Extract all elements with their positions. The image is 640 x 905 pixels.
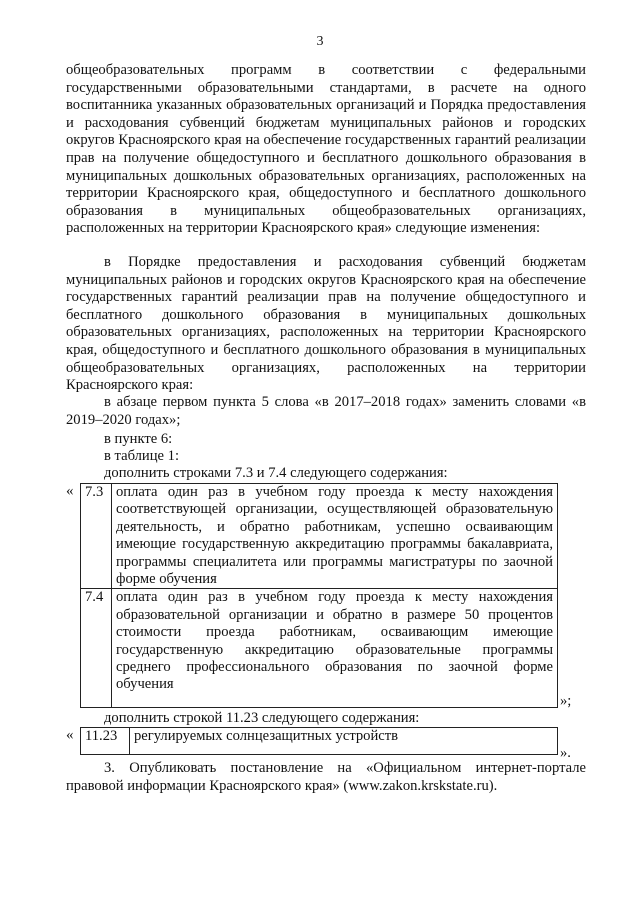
quote-close-1: »; bbox=[560, 693, 572, 709]
row-number: 7.4 bbox=[81, 589, 112, 708]
rows-table bbox=[80, 483, 558, 708]
table-1-line: в таблице 1: bbox=[104, 448, 180, 464]
intro-paragraph: общеобразовательных программ в соответствии с федеральными государственными образовательными стандартами, в расчете на одного воспитанника указанных образовательных организаций и Порядка предоставления и расходования субвенций бюджетам муниципальных районов и городских округов Красноярского края на обеспечение государственных гарантий реализации прав на получение общедоступного и бесплатного дошкольного образования в муниципальных дошкольных образовательных организациях, расположенных на территории Красноярского края, общедоступного и бесплатного дошкольного образования в муниципальных общеобразовательных организациях, расположенных на территории Красноярского края» следующие изменения: bbox=[66, 62, 586, 237]
row-number: 7.3 bbox=[81, 484, 112, 589]
page-number: 3 bbox=[316, 34, 324, 49]
point-6-line: в пункте 6: bbox=[104, 431, 173, 447]
add-rows-line: дополнить строками 7.3 и 7.4 следующего содержания: bbox=[104, 465, 448, 481]
table-row bbox=[81, 589, 558, 708]
row-text: оплата один раз в учебном году проезда к месту нахождения образовательной организации и обратно в размере 50 процентов стоимости проезда работникам, осваивающим имеющие государственную аккредитацию образовательные программы среднего профессионального образования по заочной форме обучения bbox=[112, 589, 558, 708]
row-text: регулируемых солнцезащитных устройств bbox=[130, 728, 558, 755]
quote-open-1: « bbox=[66, 483, 74, 499]
row-text: оплата один раз в учебном году проезда к месту нахождения соответствующей организации, осуществляющей образовательную деятельность, и обратно работникам, успешно осваивающим имеющие государственную аккредитацию программы бакалавриата, программы специалитета или программы магистратуры по заочной форме обучения bbox=[112, 484, 558, 589]
third-paragraph: в абзаце первом пункта 5 слова «в 2017–2018 годах» заменить словами «в 2019–2020 годах»; bbox=[66, 394, 586, 428]
quote-close-2: ». bbox=[560, 745, 571, 761]
table-row bbox=[81, 728, 558, 755]
add-row-11-line: дополнить строкой 11.23 следующего содержания: bbox=[104, 710, 420, 726]
table-row bbox=[81, 484, 558, 589]
row-number: 11.23 bbox=[81, 728, 130, 755]
quote-open-2: « bbox=[66, 727, 74, 743]
final-paragraph: 3. Опубликовать постановление на «Официальном интернет-портале правовой информации Красноярского края» (www.zakon.krskstate.ru). bbox=[66, 760, 586, 794]
second-paragraph: в Порядке предоставления и расходования субвенций бюджетам муниципальных районов и городских округов Красноярского края на обеспечение государственных гарантий реализации прав на получение общедоступного и бесплатного дошкольного образования в муниципальных дошкольных образовательных организациях, расположенных на территории Красноярского края, общедоступного и бесплатного дошкольного образования в муниципальных общеобразовательных организациях, расположенных на территории Красноярского края: bbox=[66, 254, 586, 394]
row-11-table bbox=[80, 727, 558, 755]
